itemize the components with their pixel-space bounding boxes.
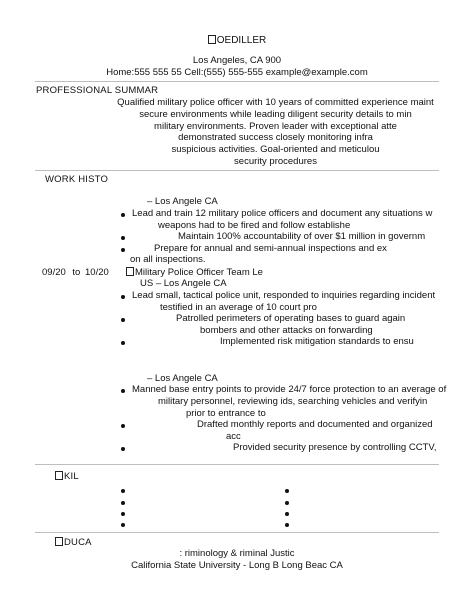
work-heading: WORK HISTO [45,174,109,185]
job3-location: – Los Angele CA [147,373,218,384]
bullet [121,389,125,393]
divider [35,464,439,465]
job3-bullet-1: Manned base entry points to provide 24/7 force protection to an average of [132,384,447,395]
placeholder-glyph-icon [126,267,134,276]
bullet [121,447,125,451]
divider [35,532,439,533]
job2-bullet-2-cont: bombers and other attacks on forwarding [200,325,373,336]
job1-bullet-1-cont: weapons had to be fired and follow establishe [158,220,351,231]
job1-bullet-3: Prepare for annual and semi-annual inspections and ex [154,243,387,254]
skill-bullet [285,489,289,493]
job2-bullet-1: Lead small, tactical police unit, responded to inquiries regarding incident [132,290,436,301]
job2-bullet-2: Patrolled perimeters of operating bases to guard again [176,313,406,324]
divider [35,170,439,171]
education-heading: DUCA [55,537,92,548]
job1-bullet-2: Maintain 100% accountability of over $1 million in governm [178,231,426,242]
bullet [121,236,125,240]
bullet [121,341,125,345]
skill-bullet [285,501,289,505]
skill-bullet [121,523,125,527]
summary-text: Qualified military police officer with 10 years of committed experience maint secure environments while leading diligent security details to min military environments. Proven leader with exceptional atte demonstrated success closely monitoring infra suspicious activities. Goal-oriented and meticulou security procedures [117,97,434,167]
skills-heading: KIL [55,471,79,482]
bullet [121,424,125,428]
candidate-city: Los Angeles, CA 900 [192,55,282,66]
skill-bullet [121,489,125,493]
job1-bullet-1: Lead and train 12 military police officers and document any situations w [132,208,433,219]
bullet [121,213,125,217]
job3-bullet-2: Drafted monthly reports and documented and organized [197,419,433,430]
summary-heading: PROFESSIONAL SUMMAR [36,85,159,96]
job3-bullet-1-cont: military personnel, reviewing ids, searching vehicles and verifyin [158,396,428,407]
job1-location: – Los Angele CA [147,196,218,207]
job1-bullet-3-cont: on all inspections. [130,254,206,265]
job3-bullet-3: Provided security presence by controlling CCTV, [233,442,437,453]
job2-location: US – Los Angele CA [140,278,227,289]
education-school: California State University - Long B Long Beac CA [131,560,343,571]
placeholder-glyph-icon [55,471,63,480]
skill-bullet [121,512,125,516]
job2-title: Military Police Officer Team Le [126,267,439,278]
job3-bullet-2-cont: acc [226,431,241,442]
bullet [121,318,125,322]
divider [35,81,439,82]
skill-bullet [121,501,125,505]
job2-bullet-3: Implemented risk mitigation standards to ensu [220,336,414,347]
job3-bullet-1-cont2: prior to entrance to [186,408,266,419]
placeholder-glyph-icon [208,35,216,44]
placeholder-glyph-icon [55,537,63,546]
skill-bullet [285,523,289,527]
education-degree: : riminology & riminal Justic [179,548,295,559]
candidate-contact: Home:555 555 55 Cell:(555) 555-555 example@example.com [106,67,368,78]
bullet [121,248,125,252]
work-dates: 09/20 to 10/20 [42,267,109,278]
candidate-name: OEDILLER [0,35,474,46]
job2-bullet-1-cont: testified in an average of 10 court pro [160,302,317,313]
bullet [121,295,125,299]
skill-bullet [285,512,289,516]
